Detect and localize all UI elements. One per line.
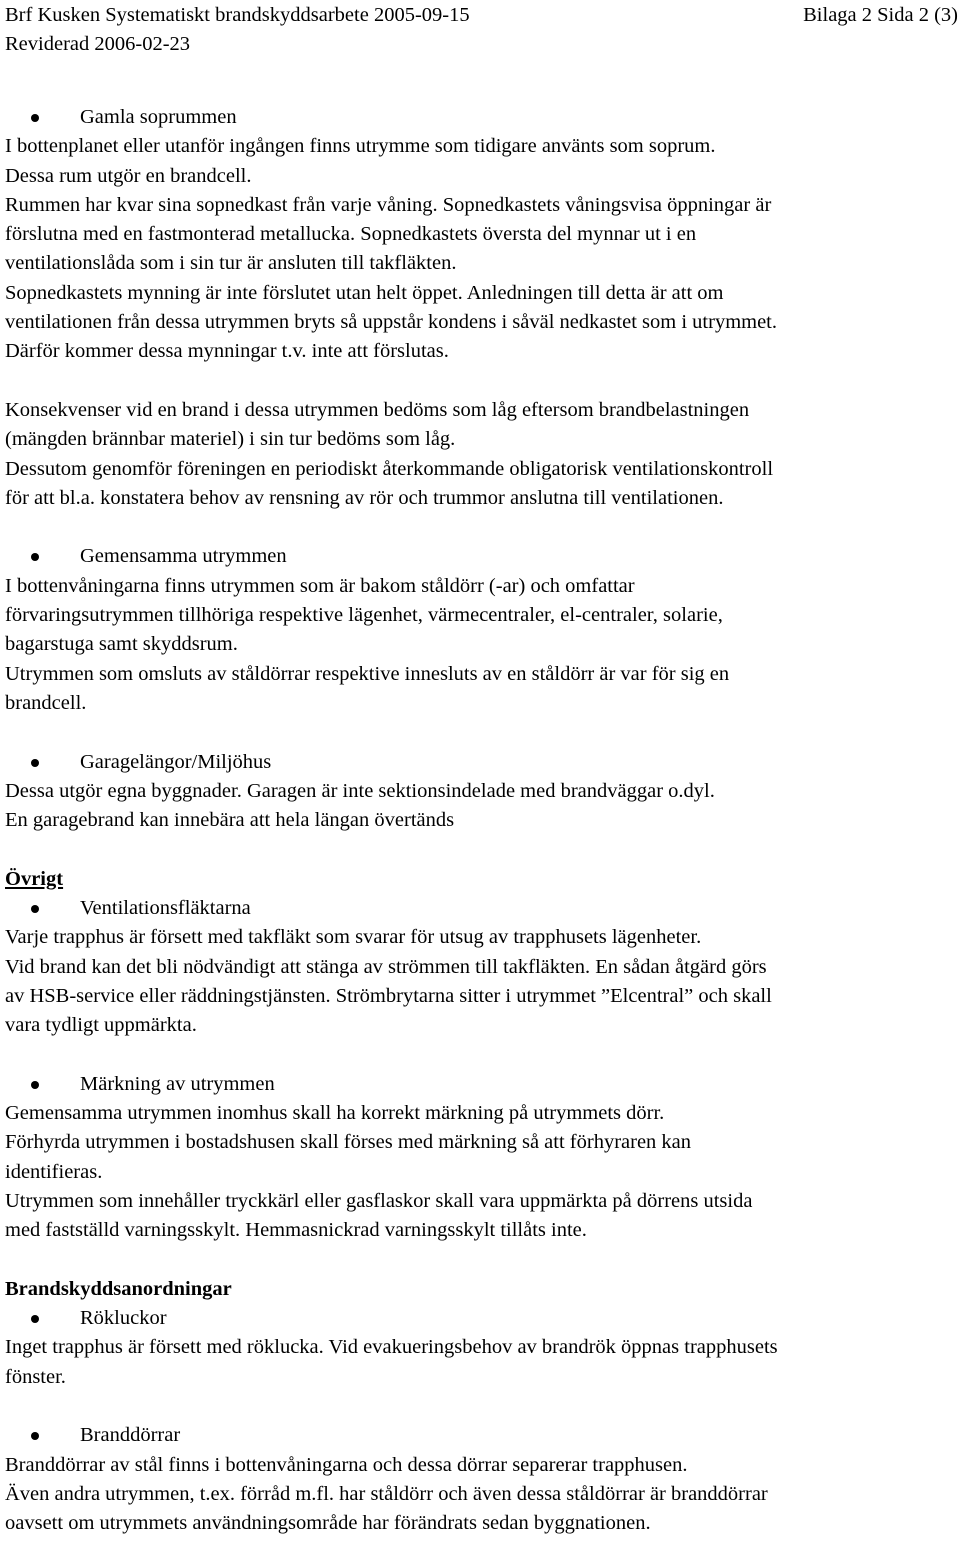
header-title: Brf Kusken Systematiskt brandskyddsarbete 2005-09-15 [5,4,470,26]
paragraph-line: I bottenplanet eller utanför ingången finns utrymme som tidigare använts som soprum. [5,135,716,158]
paragraph-line: förvaringsutrymmen tillhöriga respektive lägenhet, värmecentraler, el-centraler, solarie, [5,604,723,627]
paragraph-line: Inget trapphus är försett med röklucka. Vid evakueringsbehov av brandrök öppnas trapphusets [5,1336,778,1359]
paragraph-line: av HSB-service eller räddningstjänsten. Strömbrytarna sitter i utrymmet ”Elcentral” och skall [5,984,772,1007]
paragraph-line: (mängden brännbar materiel) i sin tur bedöms som låg. [5,428,456,451]
header-page-number: Bilaga 2 Sida 2 (3) [803,4,958,26]
bullet-gamla-soprummen: Gamla soprummen [5,103,958,132]
paragraph-line: identifieras. [5,1160,103,1183]
paragraph-line: Förhyrda utrymmen i bostadshusen skall förses med märkning så att förhyraren kan [5,1131,692,1154]
page-header [5,0,958,59]
paragraph-line: Dessa rum utgör en brandcell. [5,164,252,187]
bullet-ventilationsflaktarna: Ventilationsfläktarna [5,894,958,923]
paragraph-line: brandcell. [5,691,87,714]
paragraph-line: Därför kommer dessa mynningar t.v. inte att förslutas. [5,340,449,363]
paragraph-line: Rummen har kvar sina sopnedkast från varje våning. Sopnedkastets våningsvisa öppningar är [5,193,772,216]
paragraph-line: för att bl.a. konstatera behov av rensning av rör och trummor anslutna till ventilationen. [5,486,724,509]
bullet-branddorrar: Branddörrar [5,1421,958,1450]
paragraph-line: Dessutom genomför föreningen en periodiskt återkommande obligatorisk ventilationskontroll [5,457,774,480]
paragraph-line: ventilationen från dessa utrymmen bryts så uppstår kondens i såväl nedkastet som i utrymmet. [5,311,778,334]
bullet-markning-av-utrymmen: Märkning av utrymmen [5,1070,958,1099]
paragraph-line: Utrymmen som omsluts av ståldörrar respektive innesluts av en ståldörr är var för sig en [5,662,730,685]
paragraph-line: Dessa utgör egna byggnader. Garagen är inte sektionsindelade med brandväggar o.dyl. [5,779,715,802]
header-revision-date: Reviderad 2006-02-23 [5,33,191,56]
bullet-garagelangor: Garagelängor/Miljöhus [5,748,958,777]
paragraph-line: ventilationslåda som i sin tur är ansluten till takfläkten. [5,252,457,275]
paragraph-line: Konsekvenser vid en brand i dessa utrymmen bedöms som låg eftersom brandbelastningen [5,398,750,421]
paragraph-line: Varje trapphus är försett med takfläkt som svarar för utsug av trapphusets lägenheter. [5,926,702,949]
paragraph-line: Branddörrar av stål finns i bottenvåningarna och dessa dörrar separerar trapphusen. [5,1453,688,1476]
bullet-gemensamma-utrymmen: Gemensamma utrymmen [5,542,958,571]
paragraph-line: förslutna med en fastmonterad metallucka. Sopnedkastets översta del mynnar ut i en [5,223,697,246]
paragraph-line: I bottenvåningarna finns utrymmen som är bakom ståldörr (-ar) och omfattar [5,574,635,597]
paragraph-line: vara tydligt uppmärkta. [5,1014,197,1037]
paragraph-line: bagarstuga samt skyddsrum. [5,633,238,656]
section-heading-brandskyddsanordningar: Brandskyddsanordningar [5,1277,232,1300]
bullet-rokluckor: Rökluckor [5,1304,958,1333]
paragraph-line: Vid brand kan det bli nödvändigt att stänga av strömmen till takfläkten. En sådan åtgärd görs [5,955,767,978]
paragraph-line: Även andra utrymmen, t.ex. förråd m.fl. har ståldörr och även dessa ståldörrar är branddörrar [5,1482,768,1505]
paragraph-line: Gemensamma utrymmen inomhus skall ha korrekt märkning på utrymmets dörr. [5,1102,665,1125]
paragraph-line: fönster. [5,1365,66,1388]
paragraph-line: Utrymmen som innehåller tryckkärl eller gasflaskor skall vara uppmärkta på dörrens utsida [5,1189,753,1212]
document-page [5,0,958,1539]
paragraph-line: oavsett om utrymmets användningsområde har förändrats sedan byggnationen. [5,1512,651,1535]
paragraph-line: En garagebrand kan innebära att hela längan övertänds [5,809,455,832]
paragraph-line: med fastställd varningsskylt. Hemmasnickrad varningsskylt tillåts inte. [5,1219,587,1242]
section-heading-ovrigt: Övrigt [5,867,64,890]
paragraph-line: Sopnedkastets mynning är inte förslutet utan helt öppet. Anledningen till detta är att om [5,281,724,304]
